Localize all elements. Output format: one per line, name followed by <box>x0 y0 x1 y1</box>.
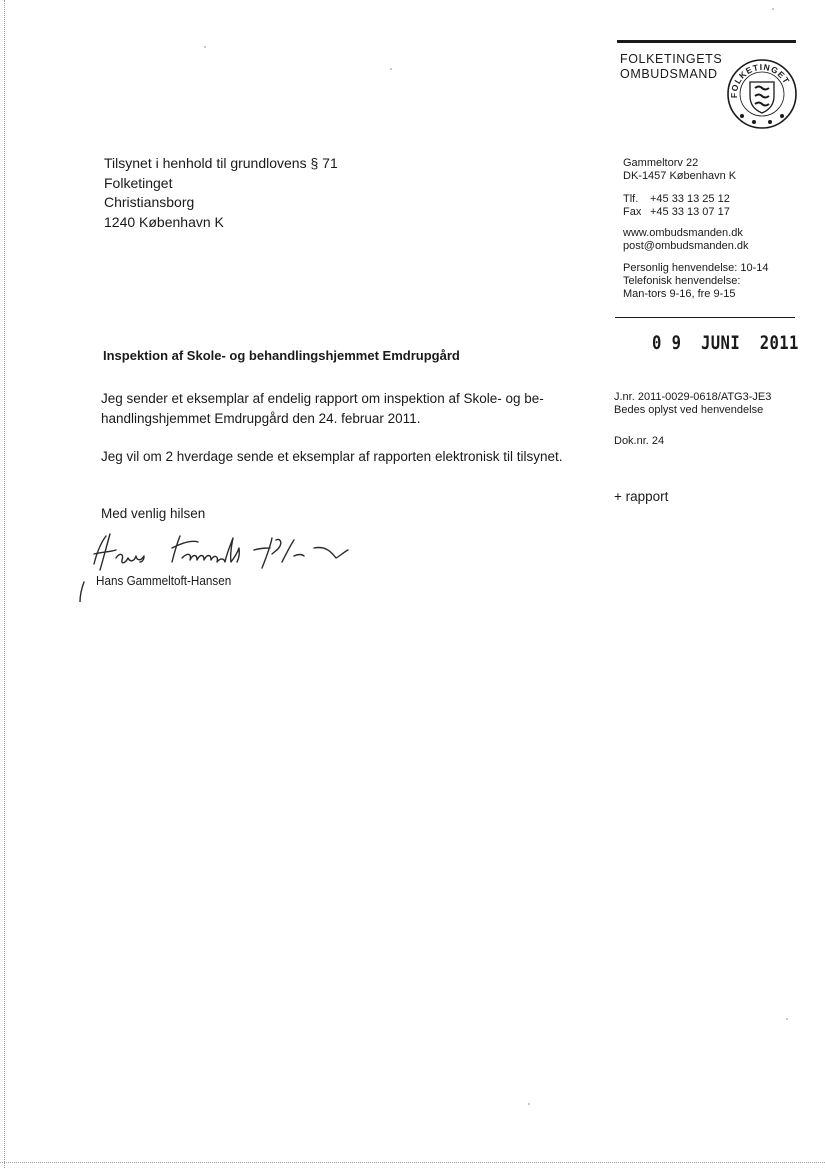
recipient-address <box>104 154 338 232</box>
reference-block <box>614 391 771 417</box>
sender-tel-line <box>623 193 730 206</box>
scan-speck <box>772 8 774 10</box>
svg-text:FOLKETINGET: FOLKETINGET <box>728 61 792 99</box>
org-name-line1: FOLKETINGETS <box>620 52 723 66</box>
letterhead-rule <box>617 40 796 43</box>
sender-street: Gammeltorv 22 <box>623 157 699 169</box>
sender-website: www.ombudsmanden.dk <box>623 227 743 239</box>
fax-label: Fax <box>623 206 642 218</box>
sender-city: DK-1457 København K <box>623 170 737 182</box>
scan-speck <box>786 1018 788 1020</box>
tel-number: +45 33 13 25 12 <box>650 193 730 205</box>
hours-phone: Man-tors 9-16, fre 9-15 <box>623 288 736 300</box>
enclosure-note: + rapport <box>614 489 669 504</box>
date-stamp: 0 9 JUNI 2011 <box>652 332 799 354</box>
fax-number: +45 33 13 07 17 <box>650 206 730 218</box>
opening-hours <box>623 262 769 301</box>
handwritten-signature <box>76 528 376 602</box>
recipient-line3: Christiansborg <box>104 194 195 210</box>
body-paragraph-1-line1: Jeg sender et eksemplar af endelig rapport om inspektion af Skole- og be- <box>101 391 544 406</box>
closing-greeting: Med venlig hilsen <box>101 506 206 521</box>
body-paragraph-2: Jeg vil om 2 hverdage sende et eksemplar af rapporten elektronisk til tilsynet. <box>101 449 563 464</box>
recipient-line1: Tilsynet i henhold til grundlovens § 71 <box>104 155 338 171</box>
scan-speck <box>390 68 392 70</box>
date-rule <box>615 317 795 318</box>
sender-phone-block <box>623 193 730 219</box>
folketinget-seal-icon <box>726 58 798 130</box>
scan-speck <box>528 1103 530 1105</box>
body-paragraph-1 <box>101 389 544 429</box>
sender-email: post@ombudsmanden.dk <box>623 240 749 252</box>
body-paragraph-1-line2: handlingshjemmet Emdrupgård den 24. februar 2011. <box>101 411 421 426</box>
recipient-line2: Folketinget <box>104 174 173 191</box>
hours-personal: Personlig henvendelse: 10-14 <box>623 262 769 274</box>
recipient-line4: 1240 København K <box>104 213 224 230</box>
org-name-line2: OMBUDSMAND <box>620 67 718 81</box>
scan-edge-bottom <box>0 1162 825 1163</box>
sender-web-block <box>623 227 749 253</box>
letter-subject: Inspektion af Skole- og behandlingshjemmet Emdrupgård <box>103 348 460 363</box>
document-number: Dok.nr. 24 <box>614 435 665 447</box>
sender-address <box>623 157 736 183</box>
sender-fax-line <box>623 206 730 219</box>
journal-number: J.nr. 2011-0029-0618/ATG3-JE3 <box>614 391 772 403</box>
hours-phone-label: Telefonisk henvendelse: <box>623 275 741 287</box>
org-name <box>620 52 722 82</box>
scan-edge-left <box>4 0 5 1168</box>
scan-speck <box>204 46 206 48</box>
signer-name: Hans Gammeltoft-Hansen <box>96 573 232 588</box>
tel-label: Tlf. <box>623 193 639 205</box>
reference-note: Bedes oplyst ved henvendelse <box>614 404 764 416</box>
